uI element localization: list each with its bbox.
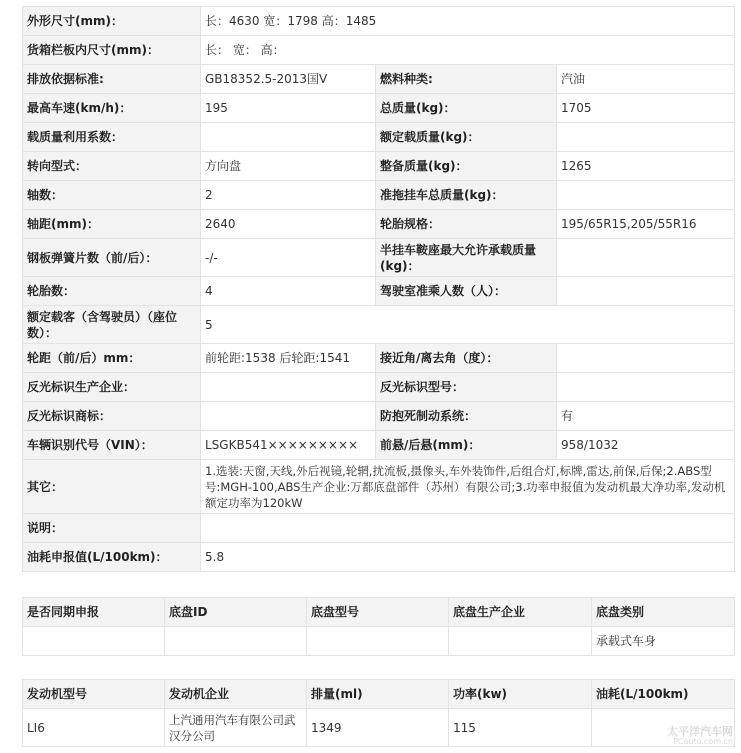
rated-load-label: 额定载质量(kg)： — [376, 123, 557, 152]
steering-value: 方向盘 — [201, 152, 376, 181]
fuel-consumption-label: 油耗申报值(L/100km)： — [23, 543, 201, 572]
other-label: 其它： — [23, 460, 201, 514]
engine-header-fuel-consumption: 油耗(L/100km) — [592, 680, 735, 709]
emission-standard-value: GB18352.5-2013国Ⅴ — [201, 65, 376, 94]
total-mass-label: 总质量(kg)： — [376, 94, 557, 123]
fuel-type-value: 汽油 — [557, 65, 735, 94]
tire-spec-value: 195/65R15,205/55R16 — [557, 210, 735, 239]
spec-row — [23, 152, 735, 181]
steering-label: 转向型式： — [23, 152, 201, 181]
note-value — [201, 514, 735, 543]
overhang-label: 前悬/后悬(mm)： — [376, 431, 557, 460]
spec-row-cargo — [23, 36, 735, 65]
engine-model-cell: LI6 — [23, 709, 165, 747]
watermark-name: 太平洋汽车网 — [667, 725, 733, 738]
site-watermark — [667, 727, 733, 747]
curb-mass-label: 整备质量(kg)： — [376, 152, 557, 181]
spec-row — [23, 210, 735, 239]
tire-count-label: 轮胎数： — [23, 277, 201, 306]
spec-row — [23, 65, 735, 94]
load-coefficient-label: 载质量利用系数： — [23, 123, 201, 152]
fuel-consumption-value: 5.8 — [201, 543, 735, 572]
total-mass-value: 1705 — [557, 94, 735, 123]
engine-power-cell: 115 — [449, 709, 592, 747]
spec-row-dimensions — [23, 7, 735, 36]
reflector-maker-value — [201, 373, 376, 402]
dimensions-value: 长：4630 宽：1798 高：1485 — [201, 7, 735, 36]
trailer-mass-value — [557, 181, 735, 210]
vin-value: LSGKB541××××××××× — [201, 431, 376, 460]
chassis-id-cell — [165, 627, 307, 656]
approach-angle-value — [557, 344, 735, 373]
reflector-model-value — [557, 373, 735, 402]
spec-row-seats — [23, 306, 735, 344]
wheelbase-label: 轴距(mm)： — [23, 210, 201, 239]
spec-row — [23, 277, 735, 306]
chassis-category-cell: 承载式车身 — [592, 627, 735, 656]
track-width-value: 前轮距:1538 后轮距:1541 — [201, 344, 376, 373]
chassis-sync-cell — [23, 627, 165, 656]
approach-angle-label: 接近角/离去角（度）： — [376, 344, 557, 373]
reflector-brand-value — [201, 402, 376, 431]
passenger-seats-value: 5 — [201, 306, 735, 344]
engine-header-model: 发动机型号 — [23, 680, 165, 709]
engine-header-displacement: 排量(ml) — [307, 680, 449, 709]
chassis-header-id: 底盘ID — [165, 598, 307, 627]
wheelbase-value: 2640 — [201, 210, 376, 239]
cargo-dims-value: 长： 宽： 高： — [201, 36, 735, 65]
axles-value: 2 — [201, 181, 376, 210]
axles-label: 轴数： — [23, 181, 201, 210]
engine-table — [22, 679, 735, 747]
trailer-mass-label: 准拖挂车总质量(kg)： — [376, 181, 557, 210]
engine-header-row — [23, 680, 735, 709]
vin-label: 车辆识别代号（VIN）： — [23, 431, 201, 460]
chassis-header-model: 底盘型号 — [307, 598, 449, 627]
engine-displacement-cell: 1349 — [307, 709, 449, 747]
engine-header-maker: 发动机企业 — [165, 680, 307, 709]
table-row — [23, 627, 735, 656]
spec-row — [23, 94, 735, 123]
reflector-maker-label: 反光标识生产企业： — [23, 373, 201, 402]
track-width-label: 轮距（前/后）mm： — [23, 344, 201, 373]
leaf-springs-label: 钢板弹簧片数（前/后）： — [23, 239, 201, 277]
tire-count-value: 4 — [201, 277, 376, 306]
saddle-load-value — [557, 239, 735, 277]
chassis-header-category: 底盘类别 — [592, 598, 735, 627]
spec-row — [23, 123, 735, 152]
spec-row — [23, 402, 735, 431]
leaf-springs-value: -/- — [201, 239, 376, 277]
abs-value: 有 — [557, 402, 735, 431]
other-value: 1.选装:天窗,天线,外后视镜,轮辋,扰流板,摄像头,车外装饰件,后组合灯,标牌,雷达,前保,后保;2.ABS型号:MGH-100,ABS生产企业:万都底盘部件（苏州）有限公司;3.功率申报值为发动机最大净功率,发动机额定功率为120kW — [201, 460, 735, 514]
chassis-header-maker: 底盘生产企业 — [449, 598, 592, 627]
saddle-load-label: 半挂车鞍座最大允许承载质量(kg)： — [376, 239, 557, 277]
spec-row — [23, 373, 735, 402]
cab-seats-label: 驾驶室准乘人数（人）： — [376, 277, 557, 306]
cab-seats-value — [557, 277, 735, 306]
chassis-table — [22, 597, 735, 656]
note-label: 说明： — [23, 514, 201, 543]
chassis-header-sync: 是否同期申报 — [23, 598, 165, 627]
emission-standard-label: 排放依据标准: — [23, 65, 201, 94]
tire-spec-label: 轮胎规格： — [376, 210, 557, 239]
top-speed-label: 最高车速(km/h)： — [23, 94, 201, 123]
spec-row-other — [23, 460, 735, 514]
passenger-seats-label: 额定载客（含驾驶员）（座位数）： — [23, 306, 201, 344]
top-speed-value: 195 — [201, 94, 376, 123]
spec-row — [23, 181, 735, 210]
spec-row — [23, 344, 735, 373]
reflector-brand-label: 反光标识商标： — [23, 402, 201, 431]
chassis-maker-cell — [449, 627, 592, 656]
engine-maker-cell: 上汽通用汽车有限公司武汉分公司 — [165, 709, 307, 747]
spec-row-fuel-consumption — [23, 543, 735, 572]
vehicle-spec-table — [22, 6, 735, 572]
load-coefficient-value — [201, 123, 376, 152]
cargo-dims-label: 货箱栏板内尺寸(mm)： — [23, 36, 201, 65]
watermark-url: PCauto.com.cn — [673, 737, 733, 746]
table-row — [23, 709, 735, 747]
chassis-model-cell — [307, 627, 449, 656]
chassis-header-row — [23, 598, 735, 627]
spec-row — [23, 239, 735, 277]
engine-header-power: 功率(kw) — [449, 680, 592, 709]
curb-mass-value: 1265 — [557, 152, 735, 181]
spec-row-note — [23, 514, 735, 543]
rated-load-value — [557, 123, 735, 152]
dimensions-label: 外形尺寸(mm)： — [23, 7, 201, 36]
fuel-type-label: 燃料种类: — [376, 65, 557, 94]
abs-label: 防抱死制动系统： — [376, 402, 557, 431]
spec-row — [23, 431, 735, 460]
reflector-model-label: 反光标识型号： — [376, 373, 557, 402]
overhang-value: 958/1032 — [557, 431, 735, 460]
